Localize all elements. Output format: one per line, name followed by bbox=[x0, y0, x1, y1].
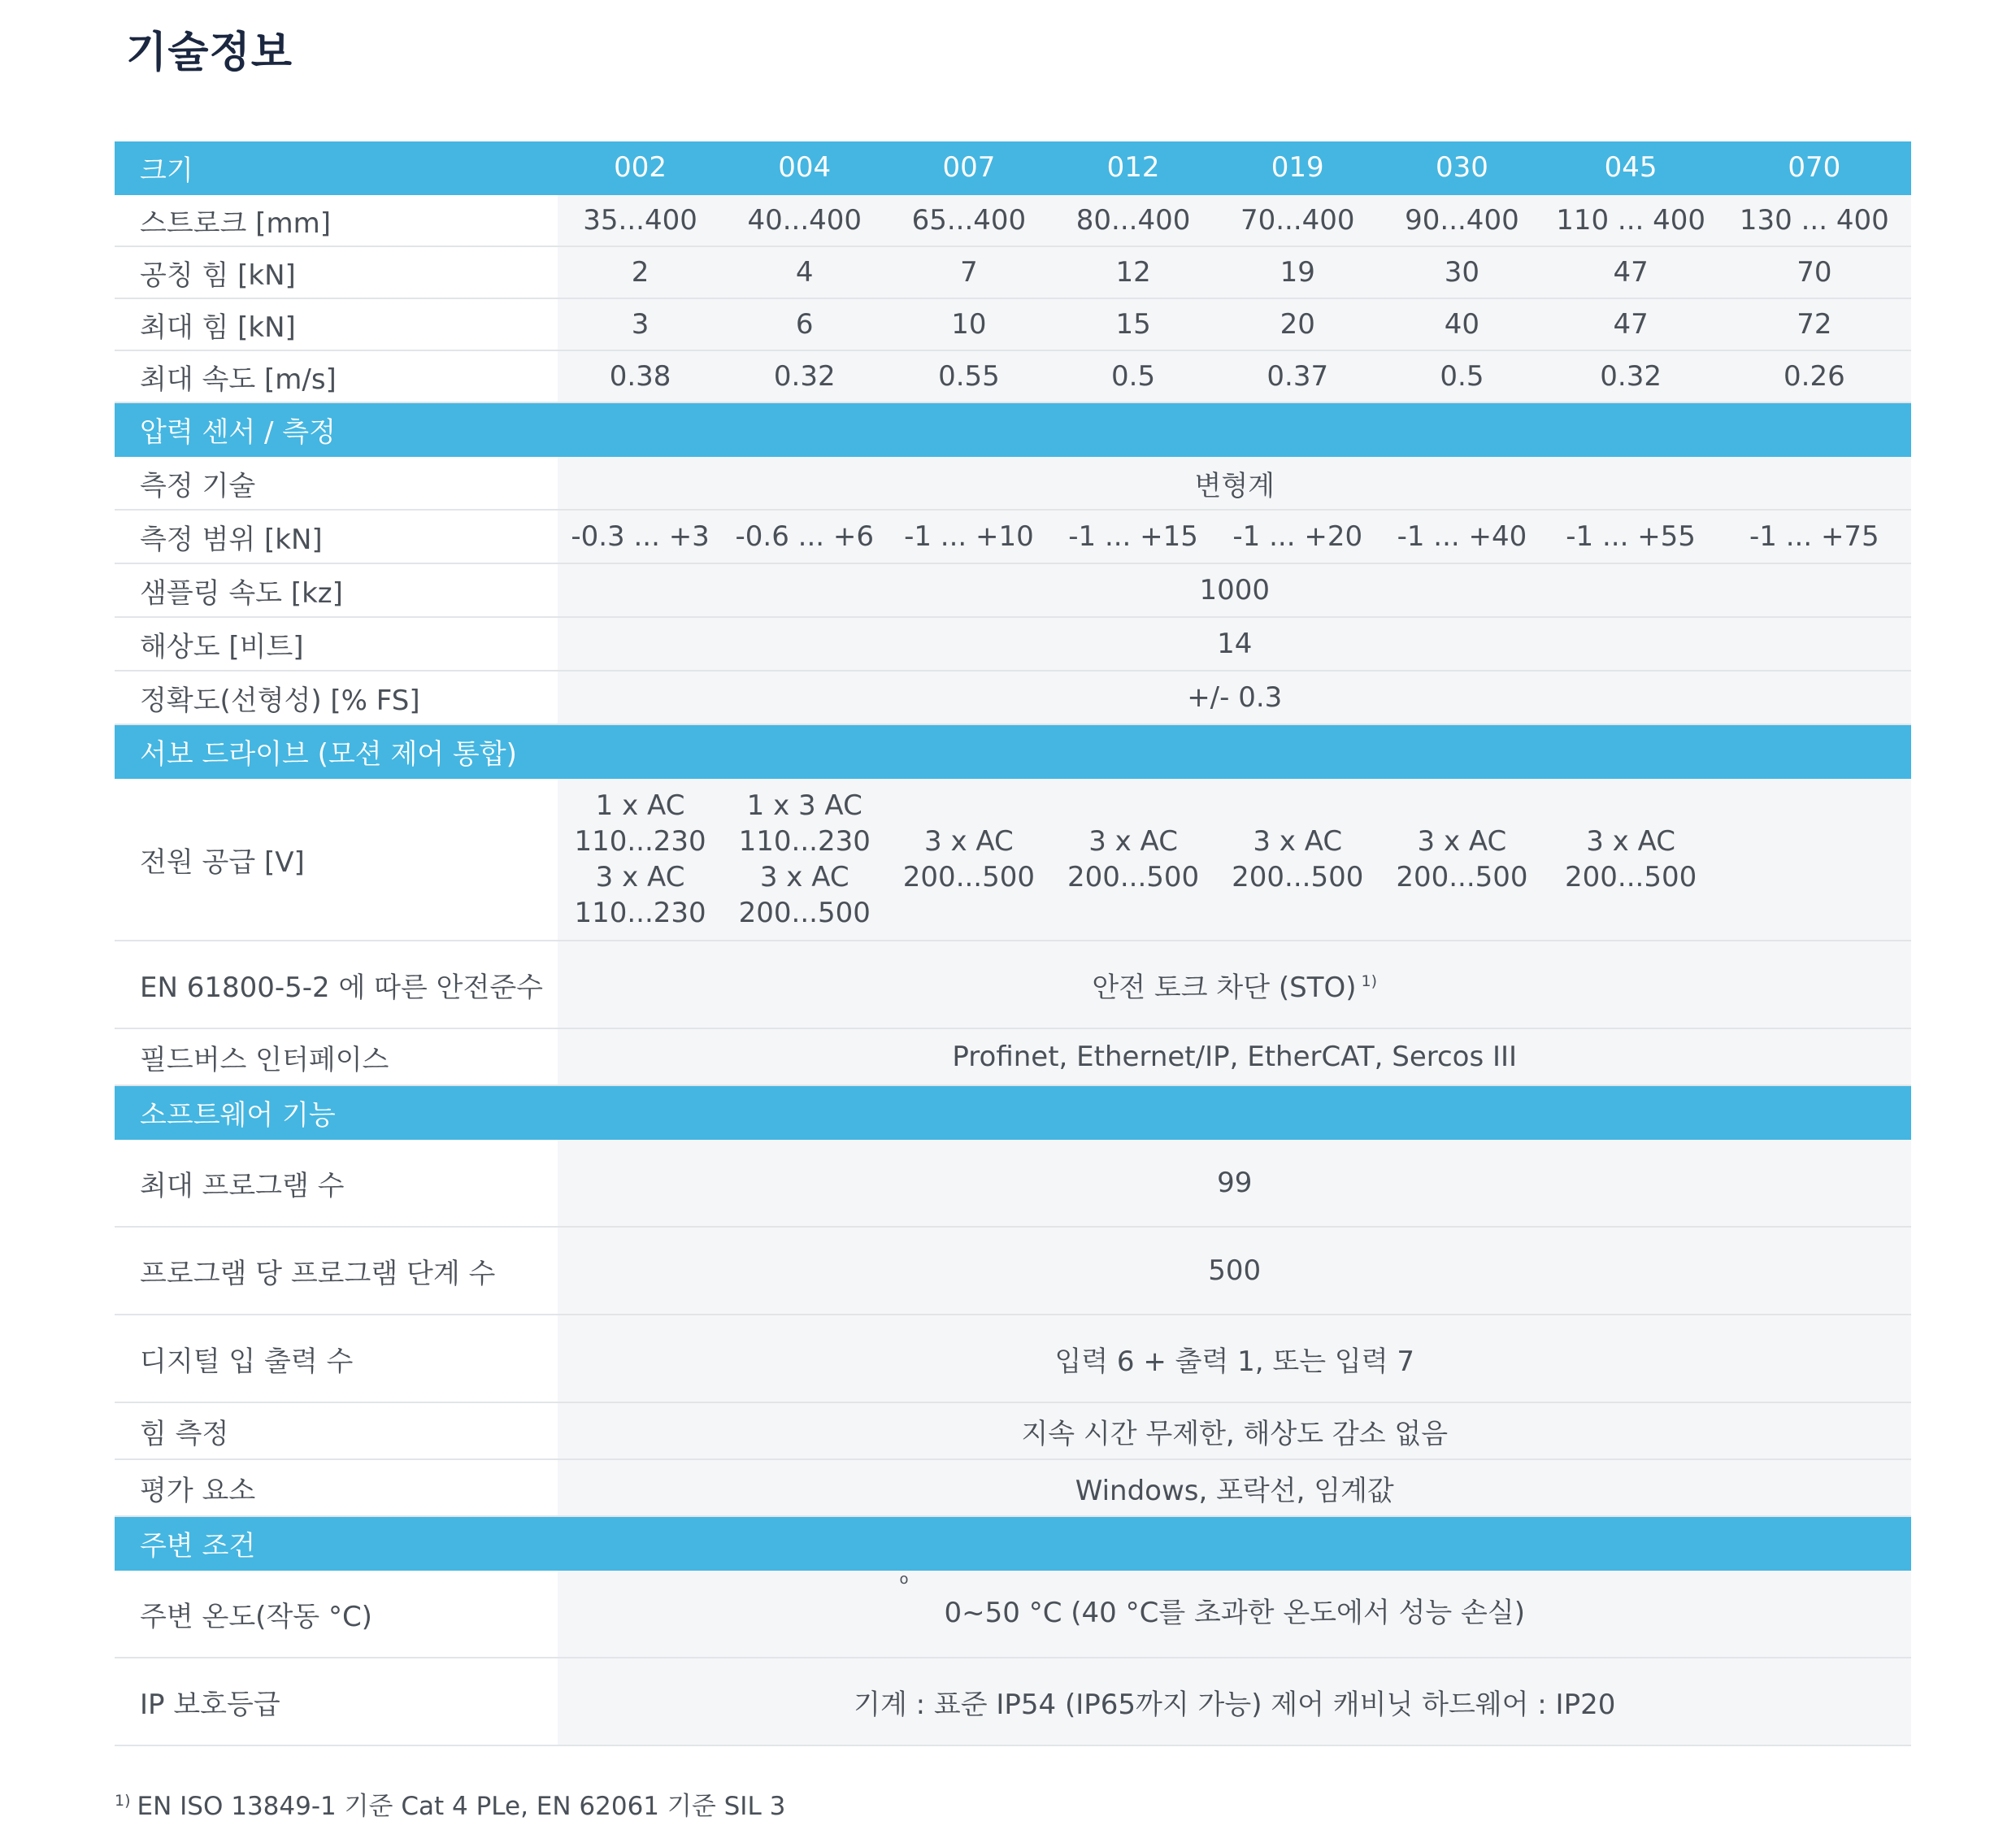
measure-range-row bbox=[115, 510, 1911, 563]
row-label: 측정 기술 bbox=[115, 456, 558, 510]
digital-io-row bbox=[115, 1315, 1911, 1402]
size-header-label: 크기 bbox=[115, 141, 558, 194]
table-cell: 47 bbox=[1545, 246, 1718, 298]
table-cell: Windows, 포락선, 임계값 bbox=[558, 1459, 1911, 1516]
table-cell bbox=[723, 778, 887, 941]
table-cell bbox=[1379, 778, 1544, 941]
row-label: 스트로크 [mm] bbox=[115, 194, 558, 246]
table-cell: 7 bbox=[887, 246, 1051, 298]
cell-line: 1 x AC bbox=[595, 789, 685, 822]
table-cell: 0.32 bbox=[723, 350, 887, 402]
cell-line: 110...230 bbox=[574, 897, 706, 929]
table-cell: 40 bbox=[1379, 298, 1544, 350]
cell-line: 200...500 bbox=[1067, 861, 1200, 893]
cell-line: 200...500 bbox=[1232, 861, 1364, 893]
table-cell: Profinet, Ethernet/IP, EtherCAT, Sercos III bbox=[558, 1028, 1911, 1085]
safety-value: 안전 토크 차단 (STO) bbox=[1092, 971, 1357, 1004]
section-title: 압력 센서 / 측정 bbox=[115, 402, 1911, 456]
software-section-header bbox=[115, 1085, 1911, 1139]
stroke-row bbox=[115, 194, 1911, 246]
row-label: 힘 측정 bbox=[115, 1402, 558, 1459]
table-cell: -1 ... +10 bbox=[887, 510, 1051, 563]
accuracy-row bbox=[115, 671, 1911, 724]
table-cell bbox=[558, 941, 1911, 1028]
table-cell: -1 ... +75 bbox=[1718, 510, 1911, 563]
table-cell: -0.6 ... +6 bbox=[723, 510, 887, 563]
cell-line: 110...230 bbox=[574, 825, 706, 858]
table-cell: -0.3 ... +3 bbox=[558, 510, 722, 563]
size-070: 070 bbox=[1718, 141, 1911, 194]
size-019: 019 bbox=[1215, 141, 1379, 194]
table-cell: 12 bbox=[1051, 246, 1215, 298]
footnote-mark: 1) bbox=[115, 1791, 131, 1810]
footnote bbox=[115, 1785, 785, 1822]
size-007: 007 bbox=[887, 141, 1051, 194]
table-cell bbox=[558, 1570, 1911, 1658]
table-cell: 0.5 bbox=[1379, 350, 1544, 402]
table-cell: -1 ... +40 bbox=[1379, 510, 1544, 563]
row-label: 최대 힘 [kN] bbox=[115, 298, 558, 350]
row-label: 프로그램 당 프로그램 단계 수 bbox=[115, 1227, 558, 1315]
table-cell: 19 bbox=[1215, 246, 1379, 298]
table-cell: 72 bbox=[1718, 298, 1911, 350]
size-004: 004 bbox=[723, 141, 887, 194]
table-cell: +/- 0.3 bbox=[558, 671, 1911, 724]
servo-section-header bbox=[115, 724, 1911, 778]
temp-value: 0~50 °C (40 °C를 초과한 온도에서 성능 손실) bbox=[944, 1596, 1525, 1629]
max-speed-row bbox=[115, 350, 1911, 402]
cell-line: 3 x AC bbox=[1088, 825, 1178, 858]
row-label: 측정 범위 [kN] bbox=[115, 510, 558, 563]
table-cell: 47 bbox=[1545, 298, 1718, 350]
table-cell: -1 ... +55 bbox=[1545, 510, 1718, 563]
table-cell: 10 bbox=[887, 298, 1051, 350]
row-label: 공칭 힘 [kN] bbox=[115, 246, 558, 298]
spec-table bbox=[115, 141, 1911, 1746]
table-cell: 1000 bbox=[558, 563, 1911, 617]
table-cell: 0.32 bbox=[1545, 350, 1718, 402]
evaluation-row bbox=[115, 1459, 1911, 1516]
row-label: 전원 공급 [V] bbox=[115, 778, 558, 941]
cell-line: 3 x AC bbox=[759, 861, 849, 893]
row-label: EN 61800-5-2 에 따른 안전준수 bbox=[115, 941, 558, 1028]
row-label: 평가 요소 bbox=[115, 1459, 558, 1516]
table-cell: 기계 : 표준 IP54 (IP65까지 가능) 제어 캐비닛 하드웨어 : IP20 bbox=[558, 1658, 1911, 1745]
row-label: IP 보호등급 bbox=[115, 1658, 558, 1745]
table-cell bbox=[558, 778, 722, 941]
row-label: 디지털 입 출력 수 bbox=[115, 1315, 558, 1402]
row-label: 해상도 [비트] bbox=[115, 617, 558, 671]
row-label: 주변 온도(작동 °C) bbox=[115, 1570, 558, 1658]
table-cell bbox=[1051, 778, 1215, 941]
table-cell: 15 bbox=[1051, 298, 1215, 350]
table-cell: 70 bbox=[1718, 246, 1911, 298]
ip-rating-row bbox=[115, 1658, 1911, 1745]
table-cell: 30 bbox=[1379, 246, 1544, 298]
max-programs-row bbox=[115, 1139, 1911, 1227]
cell-line: 200...500 bbox=[738, 897, 871, 929]
table-cell: 70...400 bbox=[1215, 194, 1379, 246]
table-cell bbox=[887, 778, 1051, 941]
cell-line: 200...500 bbox=[1565, 861, 1697, 893]
power-supply-row bbox=[115, 778, 1911, 941]
fieldbus-row bbox=[115, 1028, 1911, 1085]
table-cell: 4 bbox=[723, 246, 887, 298]
resolution-row bbox=[115, 617, 1911, 671]
table-cell: 지속 시간 무제한, 해상도 감소 없음 bbox=[558, 1402, 1911, 1459]
table-cell: -1 ... +15 bbox=[1051, 510, 1215, 563]
degree-mark: o bbox=[899, 1570, 909, 1588]
cell-line: 200...500 bbox=[1396, 861, 1528, 893]
footnote-ref: 1) bbox=[1361, 972, 1378, 991]
ambient-section-header bbox=[115, 1516, 1911, 1570]
size-header-row bbox=[115, 141, 1911, 194]
measure-tech-row bbox=[115, 456, 1911, 510]
size-030: 030 bbox=[1379, 141, 1544, 194]
table-cell: 0.38 bbox=[558, 350, 722, 402]
nominal-force-row bbox=[115, 246, 1911, 298]
row-label: 최대 프로그램 수 bbox=[115, 1139, 558, 1227]
table-cell: 65...400 bbox=[887, 194, 1051, 246]
table-cell: 14 bbox=[558, 617, 1911, 671]
table-cell: 0.55 bbox=[887, 350, 1051, 402]
row-label: 정확도(선형성) [% FS] bbox=[115, 671, 558, 724]
cell-line: 3 x AC bbox=[1417, 825, 1507, 858]
section-title: 소프트웨어 기능 bbox=[115, 1085, 1911, 1139]
cell-line: 110...230 bbox=[738, 825, 871, 858]
section-title: 서보 드라이브 (모션 제어 통합) bbox=[115, 724, 1911, 778]
table-cell: 110 ... 400 bbox=[1545, 194, 1718, 246]
table-cell: 130 ... 400 bbox=[1718, 194, 1911, 246]
table-cell: 0.37 bbox=[1215, 350, 1379, 402]
force-measure-row bbox=[115, 1402, 1911, 1459]
table-cell: 500 bbox=[558, 1227, 1911, 1315]
cell-line: 3 x AC bbox=[1586, 825, 1675, 858]
table-cell: 40...400 bbox=[723, 194, 887, 246]
row-label: 필드버스 인터페이스 bbox=[115, 1028, 558, 1085]
table-cell bbox=[1545, 778, 1718, 941]
table-cell-empty bbox=[1718, 778, 1911, 941]
table-cell: 35...400 bbox=[558, 194, 722, 246]
table-cell: 3 bbox=[558, 298, 722, 350]
cell-line: 3 x AC bbox=[595, 861, 685, 893]
cell-line: 3 x AC bbox=[1253, 825, 1343, 858]
row-label: 최대 속도 [m/s] bbox=[115, 350, 558, 402]
table-cell: -1 ... +20 bbox=[1215, 510, 1379, 563]
cell-line: 1 x 3 AC bbox=[746, 789, 862, 822]
cell-line: 200...500 bbox=[902, 861, 1036, 893]
page-title: 기술정보 bbox=[126, 28, 293, 77]
table-cell: 0.5 bbox=[1051, 350, 1215, 402]
sensor-section-header bbox=[115, 402, 1911, 456]
safety-row bbox=[115, 941, 1911, 1028]
size-002: 002 bbox=[558, 141, 722, 194]
footnote-text: EN ISO 13849-1 기준 Cat 4 PLe, EN 62061 기준 SIL 3 bbox=[137, 1792, 786, 1821]
row-label: 샘플링 속도 [kz] bbox=[115, 563, 558, 617]
table-cell: 90...400 bbox=[1379, 194, 1544, 246]
table-cell bbox=[1215, 778, 1379, 941]
cell-line: 3 x AC bbox=[924, 825, 1014, 858]
max-force-row bbox=[115, 298, 1911, 350]
table-cell: 99 bbox=[558, 1139, 1911, 1227]
ambient-temp-row bbox=[115, 1570, 1911, 1658]
sampling-row bbox=[115, 563, 1911, 617]
program-steps-row bbox=[115, 1227, 1911, 1315]
size-045: 045 bbox=[1545, 141, 1718, 194]
table-cell: 6 bbox=[723, 298, 887, 350]
table-cell: 20 bbox=[1215, 298, 1379, 350]
section-title: 주변 조건 bbox=[115, 1516, 1911, 1570]
table-cell: 80...400 bbox=[1051, 194, 1215, 246]
table-cell: 입력 6 + 출력 1, 또는 입력 7 bbox=[558, 1315, 1911, 1402]
table-cell: 2 bbox=[558, 246, 722, 298]
table-cell: 변형계 bbox=[558, 456, 1911, 510]
table-cell: 0.26 bbox=[1718, 350, 1911, 402]
size-012: 012 bbox=[1051, 141, 1215, 194]
